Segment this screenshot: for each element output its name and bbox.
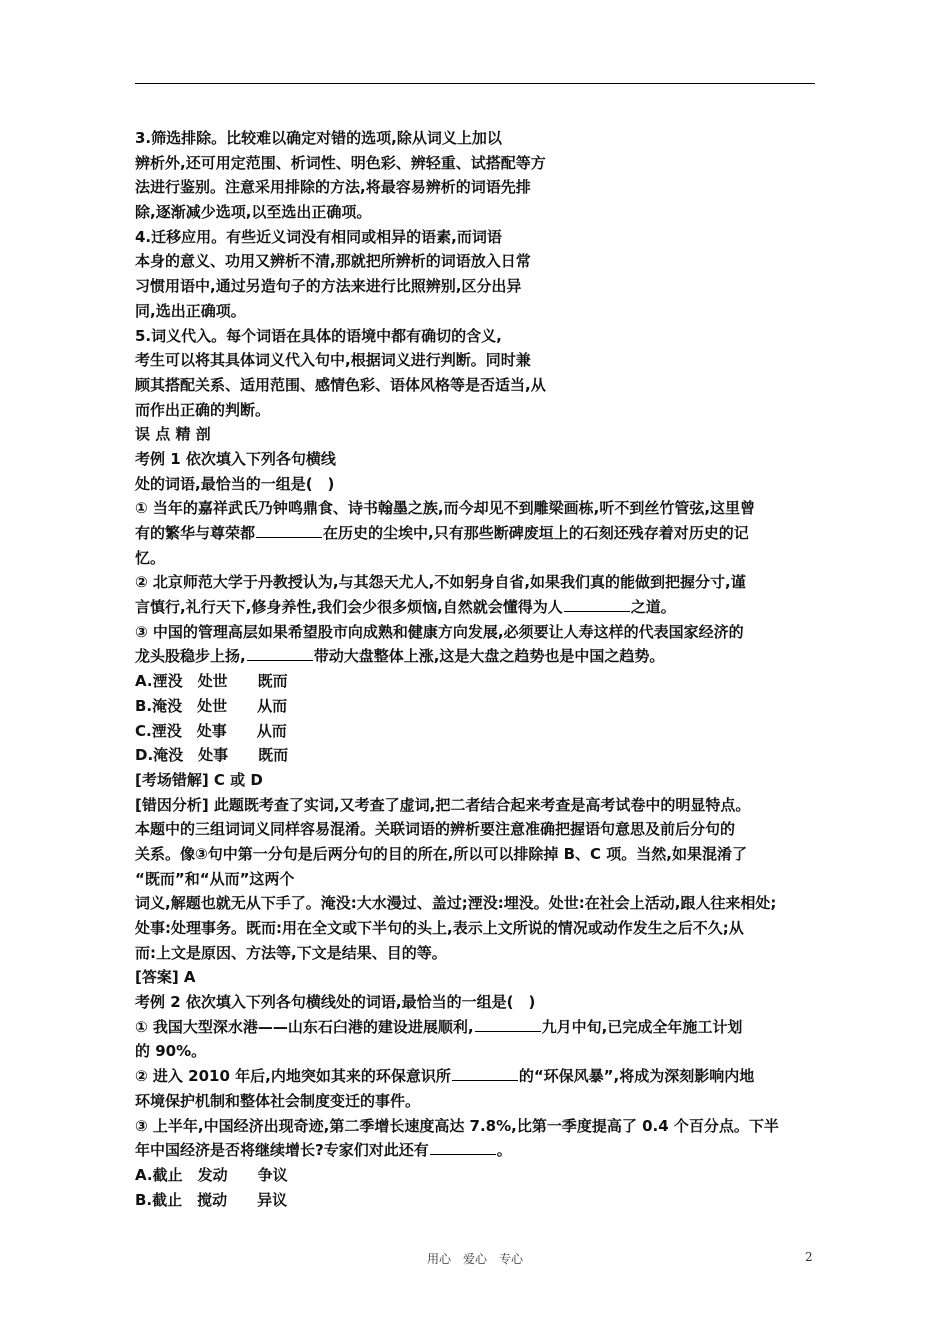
text-line: 而作出正确的判断。	[135, 400, 271, 419]
text-line: 5.词义代入。每个词语在具体的语境中都有确切的含义,	[135, 326, 502, 345]
answer-option: A.湮没 处世 既而	[135, 672, 288, 691]
fill-blank	[475, 1017, 541, 1032]
text-segment: ③ 上半年,中国经济出现奇迹,第二季增长速度高达 7.8%,比第一季度提高了 0.4 个百分点。下半	[135, 1116, 779, 1135]
page-number: 2	[805, 1250, 813, 1264]
fill-blank	[430, 1140, 496, 1155]
text-line: 除,逐渐减少选项,以至选出正确项。	[135, 203, 372, 222]
text-segment: ② 进入 2010 年后,内地突如其来的环保意识所	[135, 1067, 451, 1086]
text-segment: 在历史的尘埃中,只有那些断碑废垣上的石刻还残存着对历史的记	[323, 524, 749, 542]
text-line: 考生可以将其具体词义代入句中,根据词义进行判断。同时兼	[135, 351, 531, 370]
text-line: 习惯用语中,通过另造句子的方法来进行比照辨别,区分出异	[135, 277, 522, 296]
text-line: “既而”和“从而”这两个	[135, 869, 295, 888]
text-line	[135, 546, 815, 571]
text-segment: 忆。	[135, 548, 166, 567]
answer-option: A.截止 发动 争议	[135, 1165, 288, 1184]
document-body	[135, 126, 815, 1212]
text-segment: 。	[496, 1141, 512, 1160]
text-line: 处事:处理事务。既而:用在全文或下半句的头上,表示上文所说的情况或动作发生之后不久;从	[135, 919, 744, 937]
text-line: [错因分析] 此题既考查了实词,又考查了虚词,把二者结合起来考查是高考试卷中的明显特点。	[135, 795, 751, 814]
text-line	[135, 496, 815, 521]
text-line	[135, 1064, 815, 1089]
text-segment: 的 90%。	[135, 1042, 207, 1061]
text-line: [考场错解] C 或 D	[135, 770, 263, 789]
fill-blank	[247, 646, 313, 661]
answer-option: B.淹没 处世 从而	[135, 696, 288, 715]
text-line: 法进行鉴别。注意采用排除的方法,将最容易辨析的词语先排	[135, 178, 531, 197]
text-line: 而:上文是原因、方法等,下文是结果、目的等。	[135, 943, 447, 962]
text-line	[135, 1114, 815, 1139]
text-line	[135, 1138, 815, 1163]
text-line: 处的词语,最恰当的一组是( )	[135, 474, 335, 493]
answer-option: B.截止 搅动 异议	[135, 1190, 288, 1209]
text-segment: 九月中旬,已完成全年施工计划	[541, 1017, 743, 1036]
page-footer: 用心 爱心 专心	[426, 1252, 523, 1266]
text-line	[135, 570, 815, 595]
text-segment: ① 我国大型深水港——山东石臼港的建设进展顺利,	[135, 1017, 474, 1036]
text-line	[135, 644, 815, 669]
answer-option: C.湮没 处事 从而	[135, 721, 287, 740]
text-line	[135, 620, 815, 645]
header-rule	[135, 83, 815, 84]
fill-blank	[564, 597, 630, 612]
example-title: 考例 2 依次填入下列各句横线处的词语,最恰当的一组是( )	[135, 993, 536, 1012]
text-segment: 年中国经济是否将继续增长?专家们对此还有	[135, 1141, 429, 1160]
text-segment: 带动大盘整体上涨,这是大盘之趋势也是中国之趋势。	[313, 647, 665, 666]
text-line: 3.筛选排除。比较难以确定对错的选项,除从词义上加以	[135, 129, 502, 147]
text-line: 同,选出正确项。	[135, 301, 246, 320]
text-segment: ① 当年的嘉祥武氏乃钟鸣鼎食、诗书翰墨之族,而今却见不到雕梁画栋,听不到丝竹管弦,这里曾	[135, 499, 756, 518]
text-line: 词义,解题也就无从下手了。淹没:大水漫过、盖过;湮没:埋没。处世:在社会上活动,跟人往来相处;	[135, 894, 777, 913]
text-segment: 有的繁华与尊荣都	[135, 524, 256, 542]
text-line: 4.迁移应用。有些近义词没有相同或相异的语素,而词语	[135, 227, 502, 246]
text-line: 本身的意义、功用又辨析不清,那就把所辨析的词语放入日常	[135, 252, 531, 271]
text-segment: ② 北京师范大学于丹教授认为,与其怨天尤人,不如躬身自省,如果我们真的能做到把握分寸,谨	[135, 573, 746, 592]
text-line	[135, 1039, 815, 1064]
text-segment: ③ 中国的管理高层如果希望股市向成熟和健康方向发展,必须要让人寿这样的代表国家经济的	[135, 622, 744, 641]
text-line: [答案] A	[135, 968, 196, 987]
text-segment: 龙头股稳步上扬,	[135, 647, 246, 666]
text-line: 本题中的三组词词义同样容易混淆。关联词语的辨析要注意准确把握语句意思及前后分句的	[135, 820, 736, 839]
example-title: 考例 1 依次填入下列各句横线	[135, 449, 336, 468]
text-line: 顾其搭配关系、适用范围、感情色彩、语体风格等是否适当,从	[135, 375, 546, 394]
fill-blank	[452, 1066, 518, 1081]
text-segment: 的“环保风暴”,将成为深刻影响内地	[518, 1067, 755, 1086]
answer-option: D.淹没 处事 既而	[135, 746, 289, 765]
fill-blank	[256, 523, 322, 538]
section-heading: 误 点 精 剖	[135, 425, 211, 444]
text-line	[135, 595, 815, 620]
text-line	[135, 1089, 815, 1114]
text-line	[135, 1015, 815, 1040]
text-line: 辨析外,还可用定范围、析词性、明色彩、辨轻重、试搭配等方	[135, 153, 546, 172]
text-segment: 言慎行,礼行天下,修身养性,我们会少很多烦恼,自然就会懂得为人	[135, 598, 563, 617]
text-segment: 之道。	[630, 598, 676, 617]
text-line	[135, 521, 815, 546]
text-segment: 环境保护机制和整体社会制度变迁的事件。	[135, 1091, 421, 1110]
text-line: 关系。像③句中第一分句是后两分句的目的所在,所以可以排除掉 B、C 项。当然,如果混淆了	[135, 844, 747, 863]
